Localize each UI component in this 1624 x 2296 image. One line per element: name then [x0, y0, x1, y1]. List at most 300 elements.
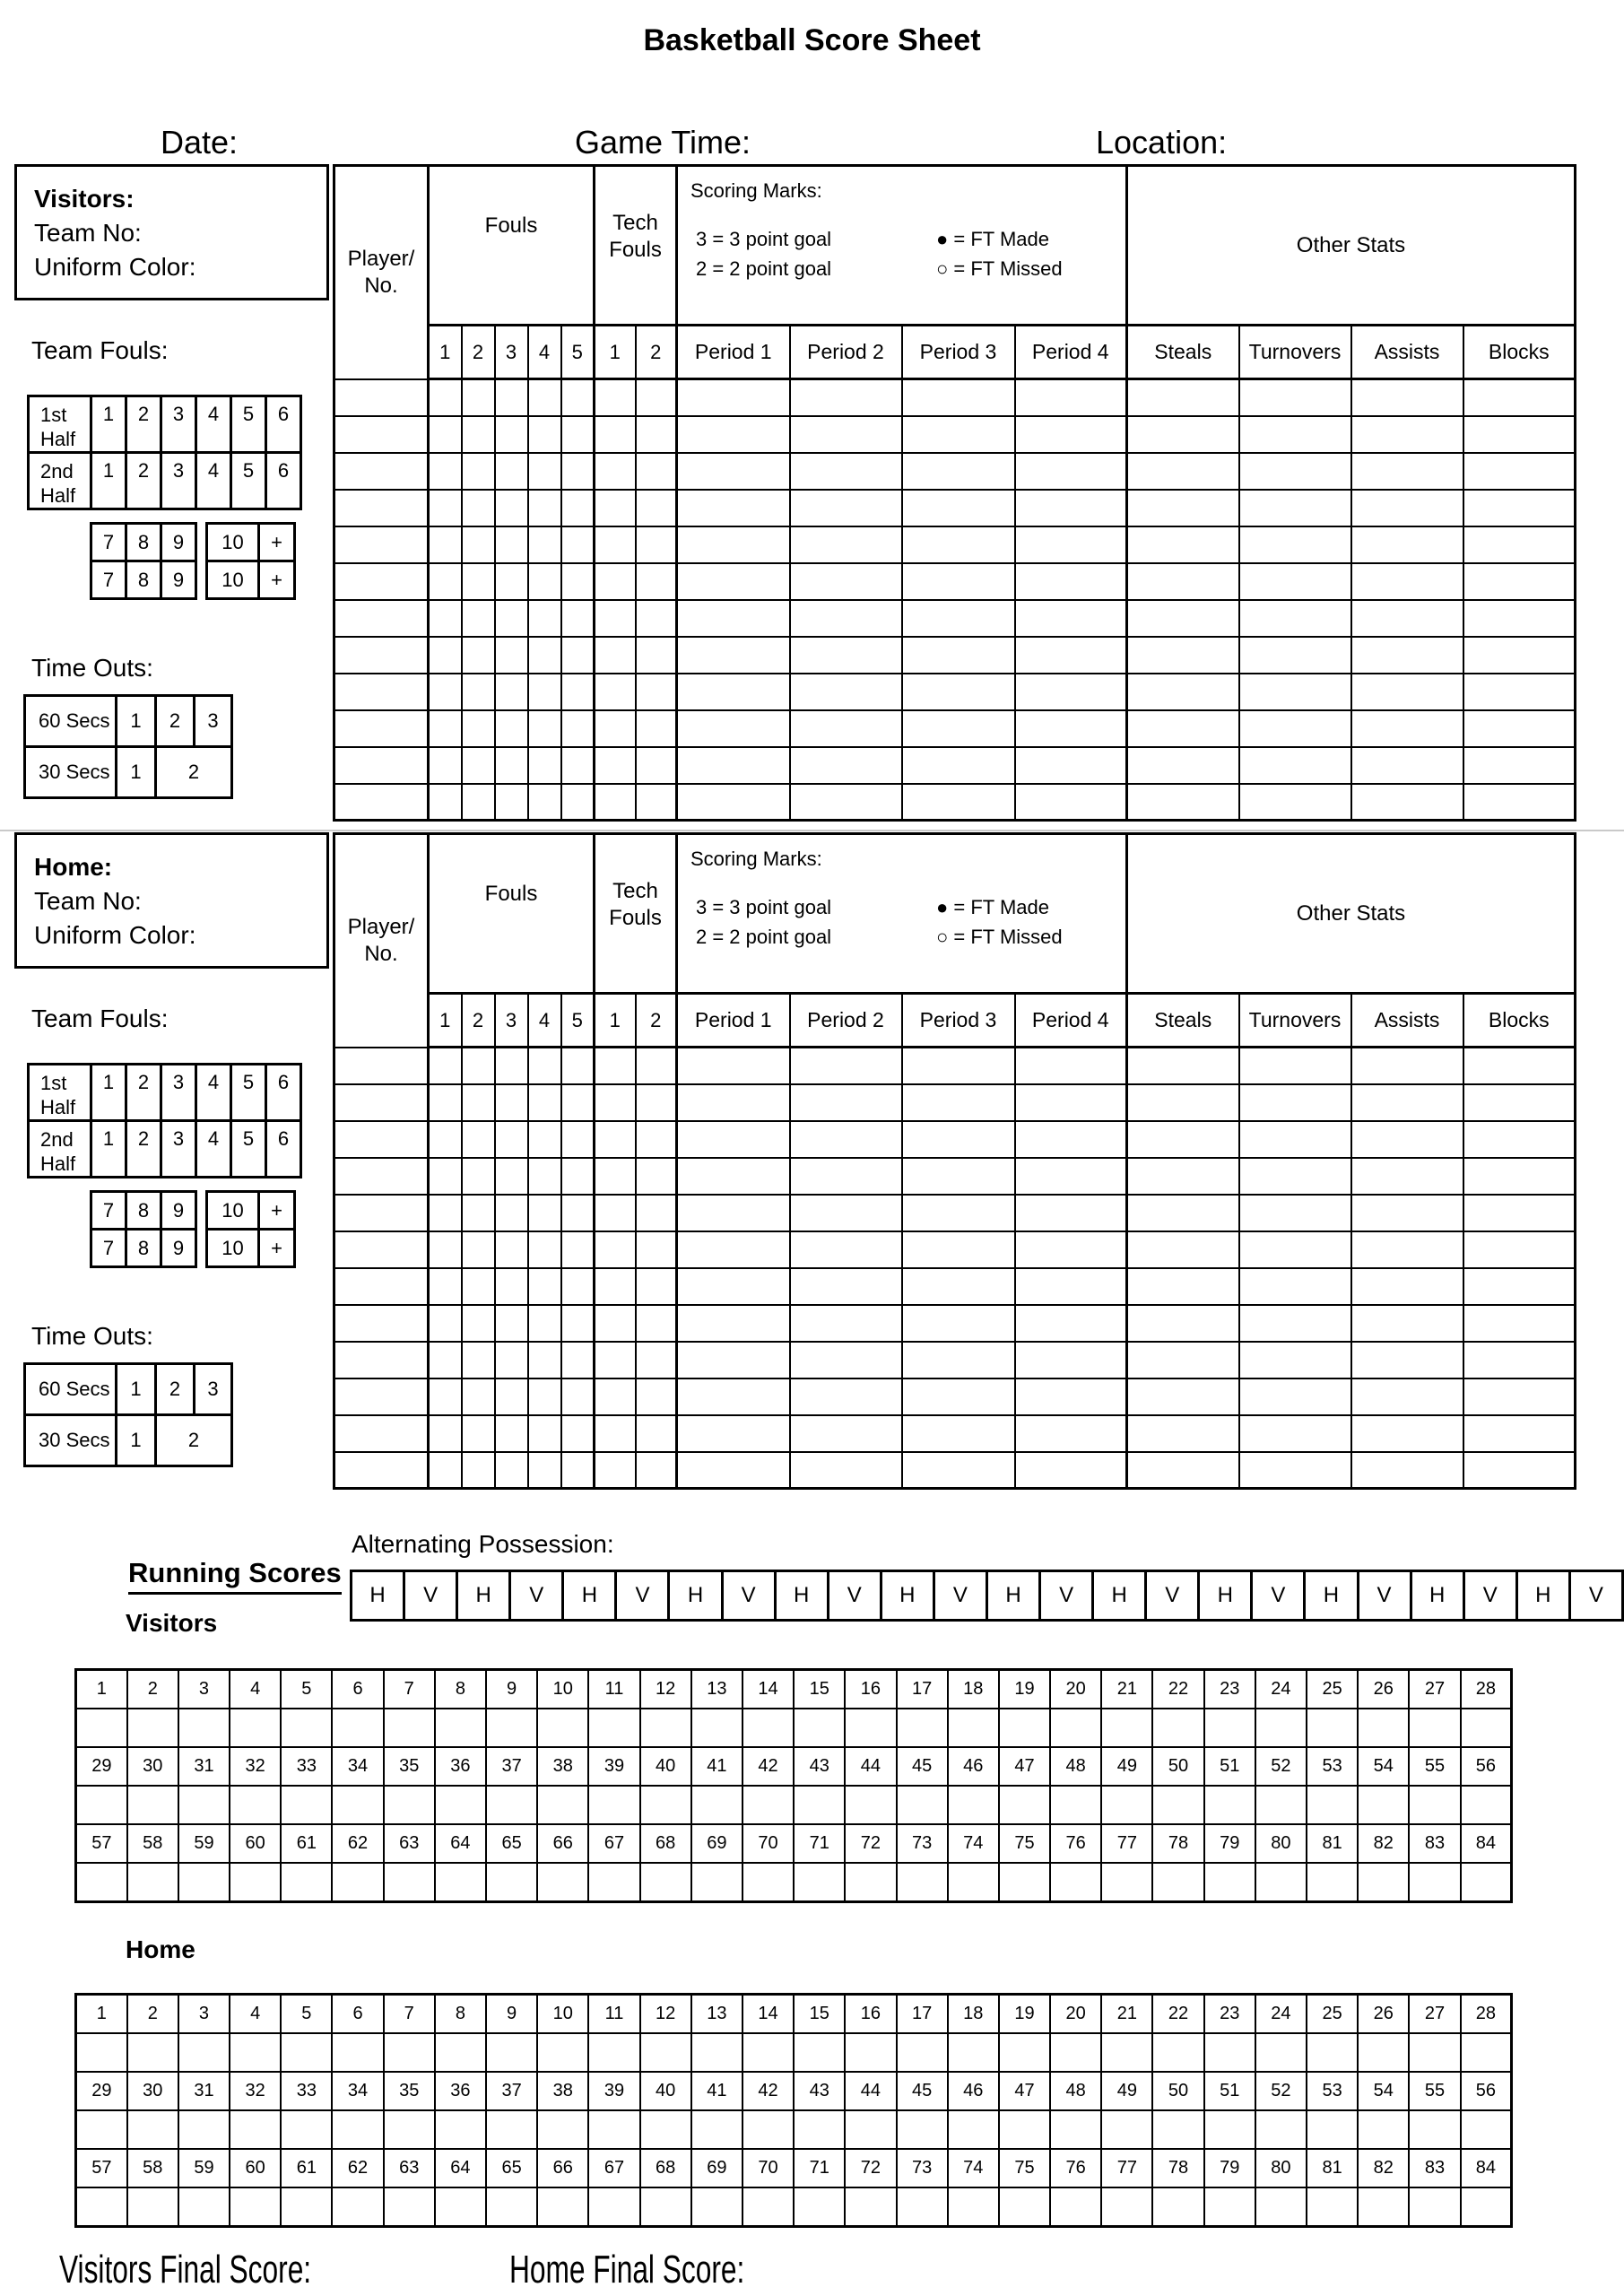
timeout-duration-label: 60 Secs [25, 696, 117, 747]
score-number-cell: 52 [1255, 2072, 1307, 2110]
score-empty-cell [691, 2187, 743, 2227]
score-empty-cell [486, 1709, 537, 1747]
score-empty-cell [384, 2033, 435, 2072]
score-empty-cell [127, 2110, 178, 2149]
score-empty-cell [486, 1863, 537, 1902]
possession-cell: V [1463, 1571, 1516, 1621]
roster-cell [561, 1121, 595, 1158]
roster-cell [462, 526, 495, 563]
roster-cell [1127, 1268, 1239, 1305]
score-number-cell: 43 [794, 2072, 845, 2110]
roster-cell [429, 526, 462, 563]
foul-number-cell: 7 [91, 1230, 126, 1267]
timeout-number-cell: 2 [156, 1415, 232, 1466]
score-number-cell: 73 [897, 2149, 948, 2187]
roster-cell [1127, 747, 1239, 784]
roster-cell [677, 1084, 790, 1121]
roster-cell [1463, 637, 1576, 674]
score-number-cell: 32 [230, 1747, 281, 1786]
period-header: Period 4 [1015, 326, 1127, 379]
roster-cell [495, 490, 528, 526]
score-empty-cell [999, 2187, 1050, 2227]
roster-cell [1015, 1342, 1127, 1378]
score-empty-cell [281, 1709, 332, 1747]
score-empty-cell [1050, 2033, 1101, 2072]
score-number-cell: 33 [281, 1747, 332, 1786]
roster-cell [495, 1158, 528, 1195]
roster-cell [462, 1415, 495, 1452]
score-number-cell: 37 [486, 1747, 537, 1786]
visitors-team-label: Visitors: [34, 185, 135, 213]
roster-cell [595, 1415, 636, 1452]
foul-number-cell: 3 [161, 1121, 196, 1178]
roster-cell [636, 416, 677, 453]
score-number-cell: 49 [1101, 1747, 1152, 1786]
roster-cell [528, 1084, 561, 1121]
roster-cell [1239, 1231, 1351, 1268]
score-number-cell: 80 [1255, 1824, 1307, 1863]
roster-cell [902, 379, 1015, 416]
roster-cell [462, 674, 495, 710]
roster-cell [677, 600, 790, 637]
ft-missed-legend: ○ = FT Missed [936, 926, 1063, 948]
stat-header: Blocks [1463, 326, 1576, 379]
three-point-legend: 3 = 3 point goal [696, 896, 832, 918]
possession-cell: V [722, 1571, 775, 1621]
roster-cell [1463, 674, 1576, 710]
visitors-team-fouls-bonus-grid [205, 522, 296, 600]
possession-cell: V [934, 1571, 986, 1621]
visitors-roster-table [333, 164, 1576, 822]
home-roster-table [333, 832, 1576, 1490]
roster-cell [1351, 416, 1463, 453]
roster-cell [902, 453, 1015, 490]
score-empty-cell [640, 1709, 691, 1747]
player-no-header [334, 834, 429, 1048]
roster-cell [1239, 1121, 1351, 1158]
roster-cell [495, 1378, 528, 1415]
roster-cell [1239, 416, 1351, 453]
roster-cell [1239, 1048, 1351, 1084]
score-empty-cell [999, 1709, 1050, 1747]
score-number-cell: 9 [486, 1670, 537, 1709]
foul-number-cell: 6 [266, 396, 301, 453]
score-number-cell: 70 [743, 2149, 794, 2187]
timeout-duration-label: 60 Secs [25, 1364, 117, 1415]
roster-cell [1015, 747, 1127, 784]
alternating-possession-label: Alternating Possession: [352, 1530, 614, 1558]
visitors-running-score-grid [74, 1668, 1513, 1903]
roster-cell [902, 1268, 1015, 1305]
score-empty-cell [1152, 2033, 1203, 2072]
tech-fouls-header: Tech Fouls [595, 166, 677, 326]
roster-cell [528, 1305, 561, 1342]
player-no-line1: Player/ [347, 914, 415, 939]
roster-cell [595, 1195, 636, 1231]
roster-cell [1463, 416, 1576, 453]
foul-count-header: 4 [528, 326, 561, 379]
roster-cell [1015, 490, 1127, 526]
score-empty-cell [435, 2110, 486, 2149]
roster-cell [636, 453, 677, 490]
roster-cell [677, 1158, 790, 1195]
two-point-legend: 2 = 2 point goal [696, 257, 832, 280]
roster-cell [1015, 379, 1127, 416]
score-number-cell: 76 [1050, 2149, 1101, 2187]
three-point-legend: 3 = 3 point goal [696, 228, 832, 250]
roster-cell [902, 563, 1015, 600]
date-label: Date: [161, 124, 239, 161]
roster-cell [495, 674, 528, 710]
score-number-cell: 45 [897, 2072, 948, 2110]
score-number-cell: 84 [1461, 1824, 1512, 1863]
score-empty-cell [588, 1863, 639, 1902]
roster-cell [1127, 379, 1239, 416]
score-number-cell: 1 [76, 1670, 127, 1709]
score-empty-cell [1255, 2110, 1307, 2149]
score-number-cell: 11 [588, 1995, 639, 2034]
score-empty-cell [640, 1863, 691, 1902]
score-empty-cell [1358, 1863, 1409, 1902]
tech-foul-count-header: 1 [595, 326, 636, 379]
score-empty-cell [1409, 1786, 1460, 1824]
score-number-cell: 56 [1461, 1747, 1512, 1786]
roster-cell [1015, 526, 1127, 563]
period-header: Period 3 [902, 326, 1015, 379]
roster-cell [1351, 600, 1463, 637]
score-empty-cell [1101, 1786, 1152, 1824]
roster-cell [636, 1048, 677, 1084]
score-empty-cell [1461, 2110, 1512, 2149]
roster-cell [677, 1378, 790, 1415]
roster-cell [636, 563, 677, 600]
score-empty-cell [794, 2187, 845, 2227]
roster-cell [595, 600, 636, 637]
score-empty-cell [127, 1786, 178, 1824]
score-empty-cell [486, 2033, 537, 2072]
score-number-cell: 16 [845, 1995, 896, 2034]
foul-number-cell: 4 [196, 1065, 231, 1121]
foul-count-header: 1 [429, 326, 462, 379]
score-number-cell: 68 [640, 2149, 691, 2187]
roster-cell [561, 637, 595, 674]
fouls-header: Fouls [429, 834, 595, 994]
roster-cell [1015, 674, 1127, 710]
roster-cell [561, 1452, 595, 1489]
roster-cell [902, 490, 1015, 526]
score-empty-cell [178, 1786, 230, 1824]
score-number-cell: 75 [999, 1824, 1050, 1863]
roster-cell [1351, 1048, 1463, 1084]
score-empty-cell [178, 2110, 230, 2149]
score-number-cell: 66 [537, 1824, 588, 1863]
roster-cell [790, 1195, 902, 1231]
roster-cell [561, 526, 595, 563]
score-empty-cell [537, 1709, 588, 1747]
timeout-number-cell: 2 [156, 1364, 195, 1415]
score-empty-cell [127, 1863, 178, 1902]
roster-cell [595, 1305, 636, 1342]
score-empty-cell [794, 1786, 845, 1824]
foul-number-cell: 4 [196, 453, 231, 509]
score-empty-cell [537, 2110, 588, 2149]
foul-number-cell: 7 [91, 1192, 126, 1230]
possession-cell: H [1199, 1571, 1252, 1621]
score-empty-cell [1152, 2110, 1203, 2149]
score-empty-cell [999, 2110, 1050, 2149]
score-number-cell: 82 [1358, 2149, 1409, 2187]
score-number-cell: 17 [897, 1995, 948, 2034]
roster-cell [495, 1452, 528, 1489]
period-header: Period 1 [677, 326, 790, 379]
foul-number-cell: 8 [126, 1230, 161, 1267]
roster-cell [1351, 1305, 1463, 1342]
score-number-cell: 62 [332, 1824, 383, 1863]
score-number-cell: 28 [1461, 1995, 1512, 2034]
roster-cell [1463, 1231, 1576, 1268]
score-number-cell: 34 [332, 1747, 383, 1786]
score-empty-cell [127, 2033, 178, 2072]
score-empty-cell [1152, 2187, 1203, 2227]
score-empty-cell [1307, 1709, 1358, 1747]
roster-cell [1015, 600, 1127, 637]
score-number-cell: 28 [1461, 1670, 1512, 1709]
roster-cell [1127, 784, 1239, 821]
score-number-cell: 6 [332, 1670, 383, 1709]
home-team-fouls-bonus-grid [205, 1190, 296, 1268]
ft-missed-legend: ○ = FT Missed [936, 257, 1063, 280]
possession-cell: H [669, 1571, 722, 1621]
roster-cell [1239, 1268, 1351, 1305]
score-empty-cell [76, 2110, 127, 2149]
roster-cell [902, 637, 1015, 674]
score-number-cell: 19 [999, 1995, 1050, 2034]
score-number-cell: 23 [1204, 1995, 1255, 2034]
score-number-cell: 26 [1358, 1995, 1409, 2034]
roster-cell [1463, 1195, 1576, 1231]
roster-cell [1463, 1268, 1576, 1305]
roster-cell [677, 710, 790, 747]
score-number-cell: 5 [281, 1670, 332, 1709]
score-number-cell: 59 [178, 2149, 230, 2187]
foul-number-cell: 4 [196, 396, 231, 453]
roster-cell [495, 1121, 528, 1158]
foul-number-cell: 2 [126, 453, 161, 509]
roster-cell [1127, 1121, 1239, 1158]
visitors-team-fouls-label: Team Fouls: [31, 336, 169, 364]
score-empty-cell [76, 1709, 127, 1747]
roster-cell [1239, 1158, 1351, 1195]
score-empty-cell [999, 2033, 1050, 2072]
roster-cell [790, 1415, 902, 1452]
score-empty-cell [76, 2033, 127, 2072]
score-number-cell: 39 [588, 1747, 639, 1786]
roster-cell [595, 490, 636, 526]
score-empty-cell [230, 2187, 281, 2227]
score-empty-cell [178, 1709, 230, 1747]
roster-cell [1127, 637, 1239, 674]
roster-cell [1015, 1415, 1127, 1452]
score-empty-cell [1409, 2187, 1460, 2227]
score-number-cell: 60 [230, 2149, 281, 2187]
score-number-cell: 38 [537, 1747, 588, 1786]
home-final-score-label: Home Final Score: [509, 2248, 745, 2292]
roster-cell [1351, 563, 1463, 600]
roster-cell [495, 416, 528, 453]
score-number-cell: 63 [384, 2149, 435, 2187]
roster-cell [902, 1121, 1015, 1158]
roster-cell [636, 1084, 677, 1121]
score-empty-cell [948, 2187, 999, 2227]
roster-cell [595, 1084, 636, 1121]
roster-cell [790, 1084, 902, 1121]
foul-number-cell: 10 [207, 524, 259, 561]
score-number-cell: 76 [1050, 1824, 1101, 1863]
roster-cell [462, 1048, 495, 1084]
roster-cell [1015, 1378, 1127, 1415]
player-no-header [334, 166, 429, 379]
roster-cell [595, 1342, 636, 1378]
score-empty-cell [588, 2110, 639, 2149]
timeout-number-cell: 2 [156, 696, 195, 747]
score-number-cell: 64 [435, 1824, 486, 1863]
score-empty-cell [178, 1863, 230, 1902]
stat-header: Assists [1351, 994, 1463, 1048]
score-empty-cell [1152, 1709, 1203, 1747]
roster-cell [334, 1121, 429, 1158]
roster-cell [1127, 600, 1239, 637]
score-number-cell: 8 [435, 1670, 486, 1709]
score-empty-cell [1307, 2187, 1358, 2227]
score-empty-cell [588, 1786, 639, 1824]
score-number-cell: 27 [1409, 1670, 1460, 1709]
roster-cell [495, 1231, 528, 1268]
roster-cell [462, 490, 495, 526]
roster-cell [790, 1452, 902, 1489]
possession-cell: H [563, 1571, 616, 1621]
roster-cell [528, 1342, 561, 1378]
score-number-cell: 73 [897, 1824, 948, 1863]
roster-cell [790, 600, 902, 637]
home-team-fouls-overflow-grid [90, 1190, 197, 1268]
score-empty-cell [743, 2110, 794, 2149]
score-empty-cell [1255, 2033, 1307, 2072]
score-empty-cell [1101, 2110, 1152, 2149]
roster-cell [462, 563, 495, 600]
score-number-cell: 42 [743, 1747, 794, 1786]
timeout-number-cell: 3 [195, 1364, 232, 1415]
score-empty-cell [691, 1709, 743, 1747]
roster-cell [1015, 1158, 1127, 1195]
score-number-cell: 57 [76, 1824, 127, 1863]
tech-foul-count-header: 1 [595, 994, 636, 1048]
roster-cell [1239, 1415, 1351, 1452]
score-empty-cell [897, 2033, 948, 2072]
half-label: 1st Half [29, 396, 91, 453]
score-number-cell: 79 [1204, 1824, 1255, 1863]
roster-cell [334, 526, 429, 563]
roster-cell [677, 1415, 790, 1452]
stat-header: Blocks [1463, 994, 1576, 1048]
foul-count-header: 3 [495, 326, 528, 379]
score-empty-cell [640, 2033, 691, 2072]
score-empty-cell [435, 2033, 486, 2072]
roster-cell [429, 1231, 462, 1268]
foul-number-cell: 1 [91, 1065, 126, 1121]
score-number-cell: 12 [640, 1670, 691, 1709]
roster-cell [495, 1342, 528, 1378]
score-number-cell: 50 [1152, 2072, 1203, 2110]
roster-cell [1351, 1452, 1463, 1489]
roster-cell [528, 526, 561, 563]
foul-count-header: 4 [528, 994, 561, 1048]
score-number-cell: 77 [1101, 1824, 1152, 1863]
foul-number-cell: + [259, 1192, 295, 1230]
roster-cell [528, 784, 561, 821]
roster-cell [429, 1415, 462, 1452]
roster-cell [334, 1452, 429, 1489]
score-empty-cell [845, 2187, 896, 2227]
score-empty-cell [1461, 1786, 1512, 1824]
score-number-cell: 11 [588, 1670, 639, 1709]
other-stats-header: Other Stats [1127, 166, 1576, 326]
score-number-cell: 44 [845, 1747, 896, 1786]
score-number-cell: 24 [1255, 1995, 1307, 2034]
home-team-label: Home: [34, 853, 113, 881]
roster-cell [636, 1195, 677, 1231]
score-number-cell: 8 [435, 1995, 486, 2034]
roster-cell [334, 1378, 429, 1415]
roster-cell [677, 674, 790, 710]
score-empty-cell [76, 1786, 127, 1824]
roster-cell [1239, 490, 1351, 526]
score-empty-cell [230, 2110, 281, 2149]
score-number-cell: 19 [999, 1670, 1050, 1709]
roster-cell [561, 1048, 595, 1084]
foul-number-cell: + [259, 561, 295, 599]
roster-cell [1351, 1415, 1463, 1452]
score-empty-cell [794, 2110, 845, 2149]
roster-cell [561, 1195, 595, 1231]
score-number-cell: 63 [384, 1824, 435, 1863]
roster-cell [1127, 1158, 1239, 1195]
roster-cell [528, 1158, 561, 1195]
roster-cell [1239, 563, 1351, 600]
roster-cell [561, 784, 595, 821]
roster-cell [561, 600, 595, 637]
roster-cell [677, 1048, 790, 1084]
roster-cell [528, 600, 561, 637]
score-empty-cell [845, 1786, 896, 1824]
score-number-cell: 46 [948, 1747, 999, 1786]
roster-cell [1351, 1084, 1463, 1121]
score-empty-cell [588, 2187, 639, 2227]
period-header: Period 3 [902, 994, 1015, 1048]
timeout-duration-label: 30 Secs [25, 747, 117, 798]
score-number-cell: 18 [948, 1995, 999, 2034]
score-number-cell: 47 [999, 1747, 1050, 1786]
roster-cell [1015, 1121, 1127, 1158]
roster-cell [1463, 1342, 1576, 1378]
roster-cell [462, 1084, 495, 1121]
roster-cell [1015, 1231, 1127, 1268]
roster-cell [1127, 710, 1239, 747]
score-empty-cell [281, 1863, 332, 1902]
score-empty-cell [281, 2110, 332, 2149]
roster-cell [1463, 1452, 1576, 1489]
score-number-cell: 27 [1409, 1995, 1460, 2034]
roster-cell [561, 1415, 595, 1452]
